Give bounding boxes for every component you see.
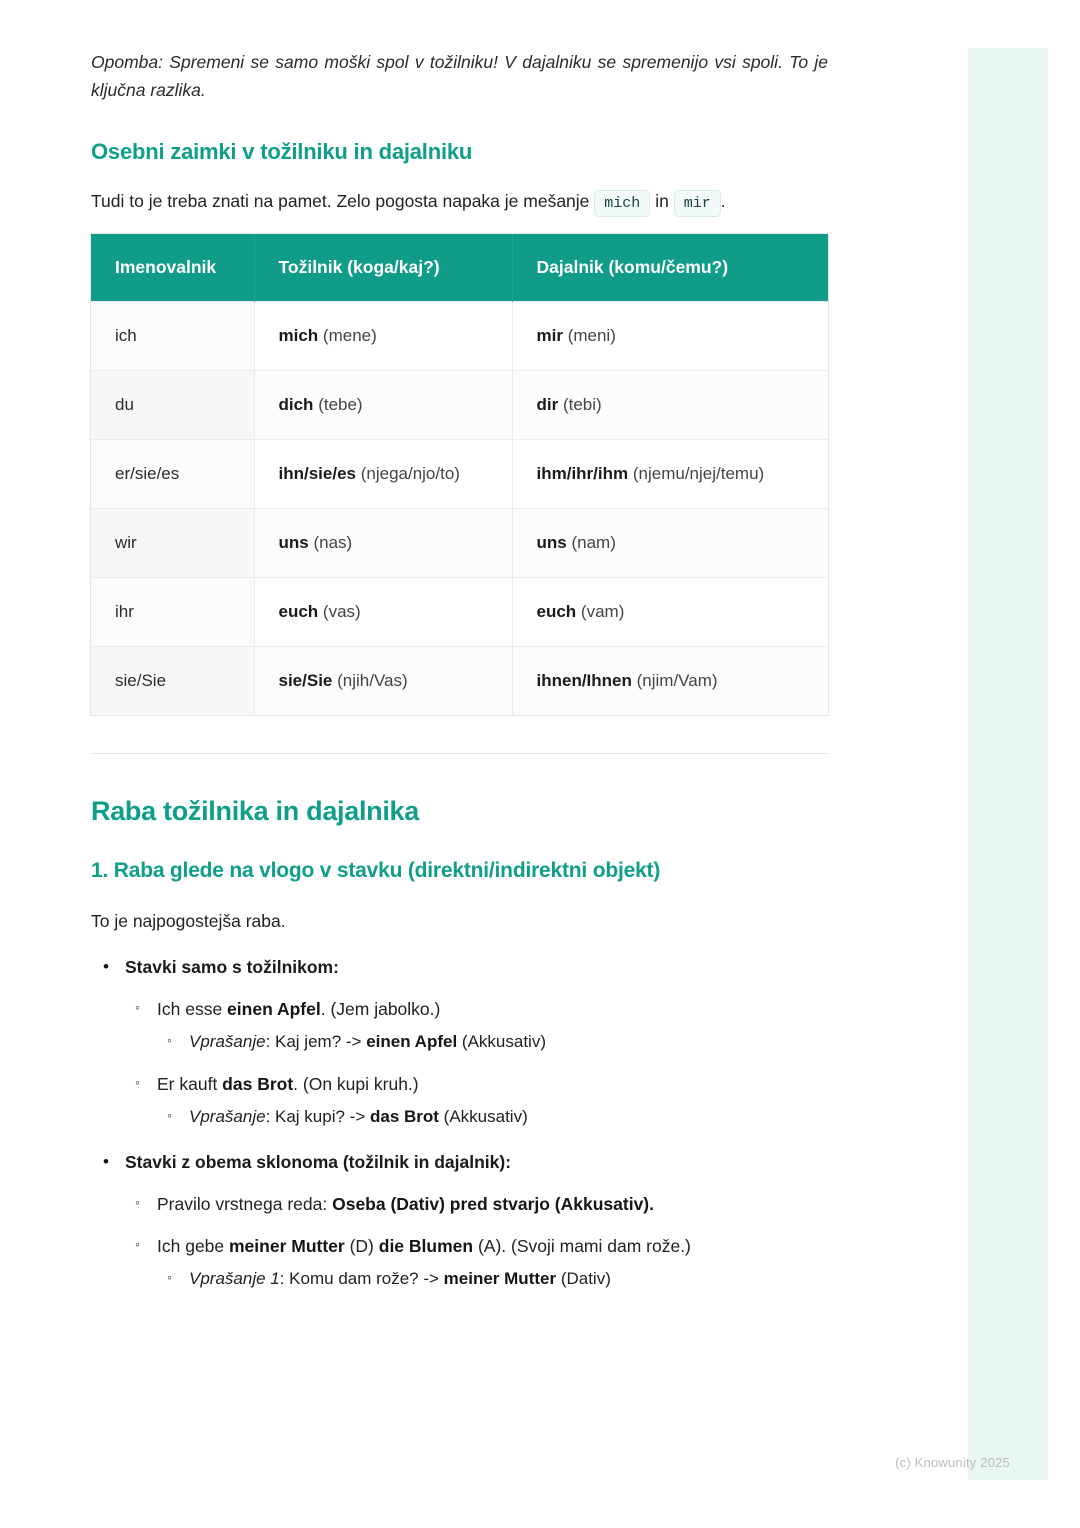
group1-question-list	[157, 1029, 828, 1055]
question-text-pre: : Kaj kupi? ->	[265, 1106, 370, 1126]
cell-dative	[512, 577, 828, 646]
question-text-pre: : Komu dam rože? ->	[279, 1269, 444, 1289]
watermark: (c) Knowunity 2025	[895, 1455, 1010, 1470]
question-answer: einen Apfel	[366, 1032, 458, 1052]
example-text-post: (A). (Svoji mami dam rože.)	[473, 1236, 691, 1257]
question-answer: meiner Mutter	[443, 1269, 557, 1289]
list-item	[125, 1070, 828, 1130]
cell-dative-word: euch	[536, 601, 577, 621]
column-header-accusative: Tožilnik (koga/kaj?)	[254, 234, 512, 302]
cell-dative-word: ihnen/Ihnen	[536, 670, 632, 690]
cell-accusative	[254, 646, 512, 715]
question-text-post: (Akkusativ)	[438, 1106, 528, 1126]
pronoun-table	[91, 234, 828, 715]
list-item	[157, 1029, 828, 1055]
question-label: Vprašanje	[189, 1032, 266, 1052]
example-text-pre: Ich gebe	[157, 1236, 229, 1257]
circle-bullet-icon: ◦	[135, 1073, 140, 1090]
table-row	[91, 508, 828, 577]
example-text-pre: Ich esse	[157, 999, 228, 1020]
cell-nominative: er/sie/es	[91, 439, 254, 508]
group1-question-list	[157, 1104, 828, 1130]
example-text-post: . (Jem jabolko.)	[320, 999, 441, 1020]
intro-text-part1: Tudi to je treba znati na pamet. Zelo pogosta napaka je mešanje	[91, 190, 590, 211]
circle-bullet-icon: ◦	[167, 1269, 172, 1286]
usage-intro-paragraph: To je najpogostejša raba.	[91, 910, 286, 931]
circle-bullet-icon: ◦	[135, 1236, 140, 1253]
cell-dative	[512, 370, 828, 439]
cell-dative	[512, 646, 828, 715]
example-text-bold-dative: meiner Mutter	[229, 1236, 345, 1257]
cell-dative-word: dir	[536, 394, 559, 414]
cell-accusative-gloss: (nas)	[313, 532, 353, 552]
table-row	[91, 646, 828, 715]
column-header-dative: Dajalnik (komu/čemu?)	[512, 234, 828, 302]
group2-question-list	[157, 1266, 828, 1292]
bullet-icon: •	[103, 1152, 109, 1172]
cell-accusative	[254, 301, 512, 370]
cell-accusative-gloss: (njega/njo/to)	[360, 463, 460, 483]
cell-dative-word: ihm/ihr/ihm	[536, 463, 629, 483]
circle-bullet-icon: ◦	[135, 999, 140, 1016]
table-header-row	[91, 234, 828, 302]
question-label: Vprašanje 1	[189, 1269, 280, 1289]
cell-dative-word: uns	[536, 532, 567, 552]
code-chip-mich: mich	[594, 190, 650, 217]
section-heading-personal-pronouns: Osebni zaimki v tožilniku in dajalniku	[91, 138, 473, 164]
heading-usage: Raba tožilnika in dajalnika	[91, 795, 419, 826]
cell-dative	[512, 508, 828, 577]
list-item	[91, 1148, 828, 1292]
list-item	[91, 953, 828, 1130]
circle-bullet-icon: ◦	[167, 1032, 172, 1049]
example-text-post: . (On kupi kruh.)	[293, 1073, 419, 1094]
cell-accusative-gloss: (njih/Vas)	[337, 670, 408, 690]
table-row	[91, 577, 828, 646]
intro-text-part2: in	[655, 190, 669, 211]
cell-accusative-word: dich	[278, 394, 314, 414]
list-item	[125, 995, 828, 1055]
note-paragraph: Opomba: Spremeni se samo moški spol v tožilniku! V dajalniku se spremenijo vsi spoli. To je ključna razlika.	[91, 52, 828, 101]
cell-accusative-gloss: (mene)	[322, 325, 377, 345]
cell-dative-gloss: (njemu/njej/temu)	[632, 463, 765, 483]
cell-accusative-word: euch	[278, 601, 319, 621]
decorative-side-panel	[968, 48, 1048, 1480]
group1-examples	[125, 995, 828, 1130]
cell-accusative	[254, 508, 512, 577]
table-row	[91, 439, 828, 508]
list-item	[157, 1266, 828, 1292]
cell-dative-gloss: (nam)	[571, 532, 616, 552]
example-text-bold: das Brot	[222, 1073, 294, 1094]
cell-nominative: du	[91, 370, 254, 439]
cell-accusative-gloss: (vas)	[322, 601, 361, 621]
question-text-post: (Dativ)	[556, 1269, 611, 1289]
cell-dative-gloss: (njim/Vam)	[636, 670, 718, 690]
rule-text-bold: Oseba (Dativ) pred stvarjo (Akkusativ).	[332, 1194, 654, 1215]
table-row	[91, 301, 828, 370]
heading-usage-role: 1. Raba glede na vlogo v stavku (direktni/indirektni objekt)	[91, 858, 661, 882]
cell-nominative: sie/Sie	[91, 646, 254, 715]
section-divider	[91, 753, 828, 754]
list-item	[125, 1190, 828, 1218]
group2-heading: Stavki z obema sklonoma (tožilnik in dajalnik):	[125, 1152, 512, 1173]
cell-dative	[512, 301, 828, 370]
example-text-bold: einen Apfel	[227, 999, 321, 1020]
list-item	[125, 1232, 828, 1292]
cell-accusative-word: mich	[278, 325, 319, 345]
rule-text-pre: Pravilo vrstnega reda:	[157, 1194, 333, 1215]
group2-examples	[125, 1190, 828, 1292]
usage-list	[91, 953, 828, 1292]
example-text-bold-accusative: die Blumen	[378, 1236, 474, 1257]
intro-text-part3: .	[720, 190, 726, 211]
cell-nominative: ihr	[91, 577, 254, 646]
cell-dative-gloss: (vam)	[580, 601, 625, 621]
cell-nominative: wir	[91, 508, 254, 577]
bullet-icon: •	[103, 957, 109, 977]
cell-accusative	[254, 439, 512, 508]
table-row	[91, 370, 828, 439]
cell-dative-word: mir	[536, 325, 563, 345]
circle-bullet-icon: ◦	[167, 1106, 172, 1123]
cell-dative-gloss: (tebi)	[562, 394, 602, 414]
column-header-nominative: Imenovalnik	[91, 234, 254, 302]
question-label: Vprašanje	[189, 1106, 266, 1126]
cell-accusative	[254, 370, 512, 439]
question-text-pre: : Kaj jem? ->	[265, 1032, 367, 1052]
cell-accusative-gloss: (tebe)	[318, 394, 363, 414]
cell-dative	[512, 439, 828, 508]
intro-paragraph	[91, 187, 828, 216]
cell-accusative-word: uns	[278, 532, 309, 552]
example-text-mid: (D)	[344, 1236, 379, 1257]
list-item	[157, 1104, 828, 1130]
circle-bullet-icon: ◦	[135, 1194, 140, 1211]
cell-accusative-word: sie/Sie	[278, 670, 333, 690]
question-text-post: (Akkusativ)	[457, 1032, 546, 1052]
question-answer: das Brot	[369, 1106, 439, 1126]
code-chip-mir: mir	[674, 190, 721, 217]
example-text-pre: Er kauft	[157, 1073, 223, 1094]
cell-dative-gloss: (meni)	[567, 325, 616, 345]
document-content	[91, 48, 828, 1310]
cell-accusative	[254, 577, 512, 646]
cell-nominative: ich	[91, 301, 254, 370]
group1-heading: Stavki samo s tožilnikom:	[125, 957, 339, 978]
cell-accusative-word: ihn/sie/es	[278, 463, 356, 483]
